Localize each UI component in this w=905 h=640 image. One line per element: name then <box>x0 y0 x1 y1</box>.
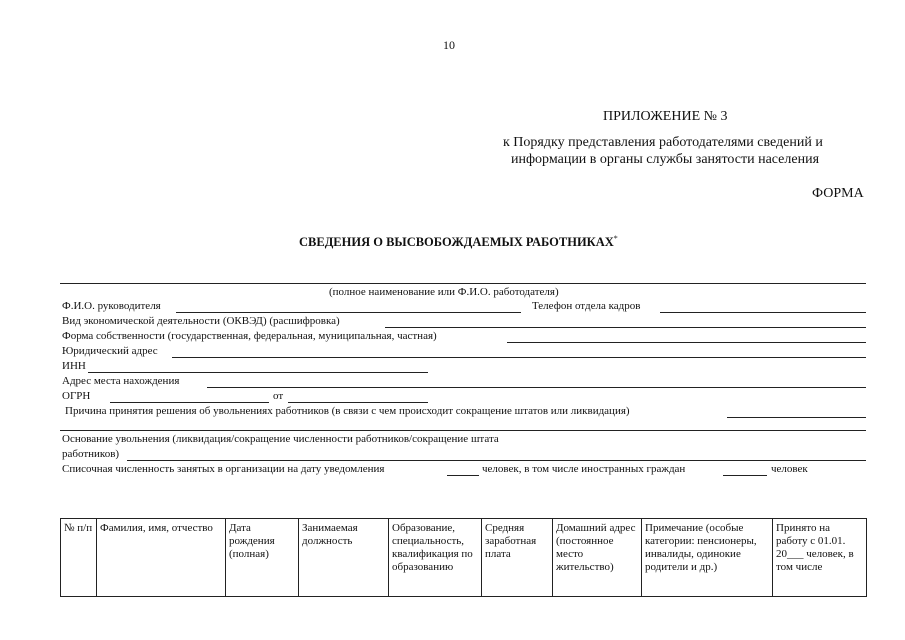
col-header-home-address: Домашний адрес (постоянное место жительство) <box>553 519 642 597</box>
page-number: 10 <box>443 38 455 52</box>
document-title-text: СВЕДЕНИЯ О ВЫСВОБОЖДАЕМЫХ РАБОТНИКАХ <box>299 235 614 250</box>
footnote-mark: * <box>613 234 618 243</box>
ownership-field[interactable] <box>507 342 866 343</box>
hr-phone-field[interactable] <box>660 312 866 313</box>
activity-field[interactable] <box>385 327 866 328</box>
headcount-total-field[interactable] <box>447 475 479 476</box>
basis-field[interactable] <box>127 460 866 461</box>
head-name-label: Ф.И.О. руководителя <box>62 300 161 312</box>
location-label: Адрес места нахождения <box>62 375 180 387</box>
ogrn-label: ОГРН <box>62 390 91 402</box>
ogrn-date-field[interactable] <box>288 402 428 403</box>
col-header-full-name: Фамилия, имя, отчество <box>97 519 226 597</box>
legal-address-field[interactable] <box>172 357 866 358</box>
col-header-number: № п/п <box>61 519 97 597</box>
ogrn-from-label: от <box>273 390 284 402</box>
workers-table <box>60 518 867 597</box>
reason-field-extra-line[interactable] <box>60 430 866 431</box>
employer-name-line[interactable] <box>60 283 866 284</box>
appendix-line-2: информации в органы службы занятости населения <box>511 152 820 167</box>
head-name-field[interactable] <box>176 312 521 313</box>
table-header-row <box>61 519 867 597</box>
ogrn-field[interactable] <box>110 402 269 403</box>
ownership-label: Форма собственности (государственная, федеральная, муниципальная, частная) <box>62 330 437 342</box>
col-header-birth-date: Дата рождения (полная) <box>226 519 299 597</box>
activity-label: Вид экономической деятельности (ОКВЭД) (расшифровка) <box>62 315 340 327</box>
headcount-foreign-label: человек, в том числе иностранных граждан <box>482 463 686 475</box>
inn-label: ИНН <box>62 360 86 372</box>
basis-label-line-2: работников) <box>62 448 120 460</box>
basis-label-line-1: Основание увольнения (ликвидация/сокращение численности работников/сокращение штата <box>62 433 499 445</box>
reason-field[interactable] <box>727 417 866 418</box>
appendix-title: ПРИЛОЖЕНИЕ № 3 <box>603 109 728 124</box>
legal-address-label: Юридический адрес <box>62 345 158 357</box>
col-header-hired: Принято на работу с 01.01. 20___ человек, в том числе <box>773 519 867 597</box>
document-title <box>299 234 618 250</box>
headcount-unit-label: человек <box>771 463 808 475</box>
col-header-note: Примечание (особые категории: пенсионеры, инвалиды, одинокие родители и др.) <box>642 519 773 597</box>
appendix-line-1: к Порядку представления работодателями сведений и <box>503 135 823 150</box>
inn-field[interactable] <box>88 372 428 373</box>
employer-caption: (полное наименование или Ф.И.О. работодателя) <box>329 286 559 298</box>
headcount-foreign-field[interactable] <box>723 475 767 476</box>
hr-phone-label: Телефон отдела кадров <box>532 300 641 312</box>
headcount-label: Списочная численность занятых в организации на дату уведомления <box>62 463 385 475</box>
location-field[interactable] <box>207 387 866 388</box>
form-label: ФОРМА <box>812 186 864 201</box>
col-header-education: Образование, специальность, квалификация по образованию <box>389 519 482 597</box>
reason-label: Причина принятия решения об увольнениях работников (в связи с чем происходит сокращение штатов или ликвидация) <box>65 405 630 417</box>
col-header-salary: Средняя заработная плата <box>482 519 553 597</box>
col-header-position: Занимаемая должность <box>299 519 389 597</box>
